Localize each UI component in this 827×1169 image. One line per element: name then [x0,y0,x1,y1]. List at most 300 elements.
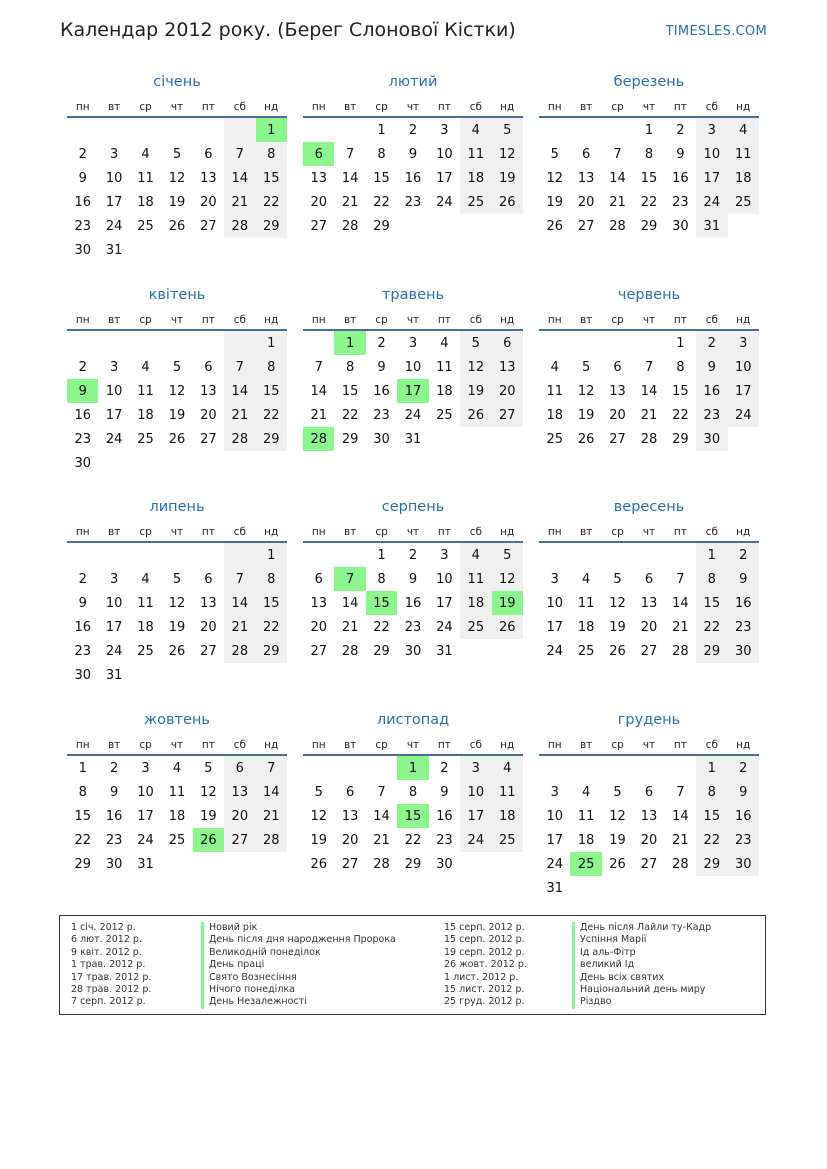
day-cell[interactable]: 8 [78,784,87,800]
day-cell[interactable]: 20 [609,407,626,423]
day-cell[interactable]: 26 [168,643,186,659]
day-cell[interactable]: 7 [613,146,622,162]
day-cell[interactable]: 18 [168,808,186,824]
day-cell[interactable]: 8 [345,359,355,375]
day-cell[interactable]: 19 [200,808,217,824]
day-cell[interactable]: 28 [224,427,255,451]
day-cell[interactable]: 13 [640,808,658,824]
day-cell[interactable]: 6 [224,756,255,780]
day-cell[interactable]: 17 [105,407,123,423]
day-cell[interactable]: 29 [373,218,390,234]
day-cell[interactable]: 26 [609,856,626,872]
day-cell[interactable]: 29 [256,214,287,238]
day-cell[interactable]: 7 [224,142,255,166]
day-cell[interactable]: 10 [696,142,727,166]
day-cell[interactable]: 22 [256,403,287,427]
day-cell[interactable]: 9 [676,146,685,162]
day-cell[interactable]: 21 [672,619,689,635]
day-cell[interactable]: 1 [397,756,428,780]
day-cell[interactable]: 25 [137,218,154,234]
day-cell[interactable]: 28 [224,214,255,238]
day-cell[interactable]: 12 [168,595,186,611]
day-cell[interactable]: 29 [404,856,422,872]
day-cell[interactable]: 23 [728,828,759,852]
day-cell[interactable]: 28 [224,639,255,663]
day-cell[interactable]: 1 [676,335,685,351]
day-cell[interactable]: 27 [640,643,658,659]
day-cell[interactable]: 25 [577,643,595,659]
day-cell[interactable]: 13 [200,383,217,399]
day-cell[interactable]: 23 [672,194,689,210]
day-cell[interactable]: 21 [224,190,255,214]
day-cell[interactable]: 2 [676,122,685,138]
day-cell[interactable]: 27 [224,828,255,852]
day-cell[interactable]: 1 [256,543,287,567]
day-cell[interactable]: 8 [256,142,287,166]
day-cell[interactable]: 16 [696,379,727,403]
day-cell[interactable]: 23 [696,403,727,427]
day-cell[interactable]: 5 [492,543,523,567]
day-cell[interactable]: 11 [577,595,595,611]
day-cell[interactable]: 19 [492,166,523,190]
day-cell[interactable]: 5 [172,359,182,375]
day-cell[interactable]: 6 [314,571,323,587]
day-cell[interactable]: 24 [105,643,123,659]
day-cell[interactable]: 30 [728,639,759,663]
day-cell[interactable]: 4 [550,359,559,375]
day-cell[interactable]: 25 [546,431,563,447]
day-cell[interactable]: 5 [613,784,622,800]
day-cell[interactable]: 9 [408,571,418,587]
day-cell[interactable]: 13 [492,355,523,379]
day-cell[interactable]: 27 [609,431,626,447]
day-cell[interactable]: 25 [137,643,154,659]
day-cell[interactable]: 31 [546,880,563,896]
day-cell[interactable]: 2 [696,331,727,355]
day-cell[interactable]: 16 [373,383,390,399]
day-cell[interactable]: 19 [168,194,186,210]
day-cell[interactable]: 26 [193,828,224,852]
day-cell[interactable]: 6 [204,359,213,375]
day-cell[interactable]: 14 [640,383,658,399]
day-cell[interactable]: 20 [310,194,327,210]
day-cell[interactable]: 18 [577,832,595,848]
day-cell[interactable]: 7 [644,359,654,375]
day-cell[interactable]: 14 [373,808,390,824]
day-cell[interactable]: 20 [310,619,327,635]
day-cell[interactable]: 28 [672,856,689,872]
day-cell[interactable]: 31 [436,643,453,659]
day-cell[interactable]: 13 [200,595,217,611]
day-cell[interactable]: 7 [224,355,255,379]
day-cell[interactable]: 14 [224,379,255,403]
day-cell[interactable]: 7 [256,756,287,780]
day-cell[interactable]: 27 [200,431,217,447]
day-cell[interactable]: 23 [436,832,453,848]
day-cell[interactable]: 15 [397,804,428,828]
day-cell[interactable]: 3 [109,359,119,375]
day-cell[interactable]: 8 [256,567,287,591]
day-cell[interactable]: 27 [200,218,217,234]
day-cell[interactable]: 8 [676,359,685,375]
day-cell[interactable]: 29 [640,218,658,234]
day-cell[interactable]: 21 [224,615,255,639]
day-cell[interactable]: 15 [672,383,689,399]
day-cell[interactable]: 26 [609,643,626,659]
day-cell[interactable]: 20 [200,194,217,210]
day-cell[interactable]: 15 [640,170,658,186]
day-cell[interactable]: 18 [137,407,154,423]
day-cell[interactable]: 19 [168,619,186,635]
day-cell[interactable]: 30 [404,643,422,659]
day-cell[interactable]: 11 [436,359,453,375]
day-cell[interactable]: 17 [546,832,563,848]
day-cell[interactable]: 3 [440,547,449,563]
day-cell[interactable]: 5 [172,571,182,587]
day-cell[interactable]: 4 [460,118,491,142]
day-cell[interactable]: 30 [105,856,123,872]
day-cell[interactable]: 13 [224,780,255,804]
day-cell[interactable]: 2 [408,547,418,563]
day-cell[interactable]: 8 [408,784,418,800]
day-cell[interactable]: 21 [373,832,390,848]
day-cell[interactable]: 10 [546,595,563,611]
day-cell[interactable]: 26 [546,218,563,234]
day-cell[interactable]: 18 [436,383,453,399]
day-cell[interactable]: 5 [550,146,559,162]
day-cell[interactable]: 29 [672,431,689,447]
day-cell[interactable]: 31 [137,856,154,872]
day-cell[interactable]: 27 [200,643,217,659]
day-cell[interactable]: 13 [577,170,595,186]
day-cell[interactable]: 23 [74,218,91,234]
day-cell[interactable]: 20 [341,832,359,848]
day-cell[interactable]: 28 [303,427,334,451]
day-cell[interactable]: 24 [105,431,123,447]
day-cell[interactable]: 28 [609,218,626,234]
day-cell[interactable]: 16 [74,407,91,423]
day-cell[interactable]: 26 [577,431,595,447]
day-cell[interactable]: 22 [696,828,727,852]
day-cell[interactable]: 16 [74,194,91,210]
day-cell[interactable]: 21 [672,832,689,848]
day-cell[interactable]: 16 [105,808,123,824]
day-cell[interactable]: 17 [105,619,123,635]
day-cell[interactable]: 12 [168,383,186,399]
day-cell[interactable]: 29 [696,852,727,876]
day-cell[interactable]: 10 [546,808,563,824]
day-cell[interactable]: 19 [609,832,626,848]
day-cell[interactable]: 14 [672,595,689,611]
day-cell[interactable]: 16 [672,170,689,186]
day-cell[interactable]: 28 [341,218,359,234]
day-cell[interactable]: 15 [366,591,397,615]
day-cell[interactable]: 9 [728,567,759,591]
day-cell[interactable]: 24 [696,190,727,214]
day-cell[interactable]: 15 [256,379,287,403]
day-cell[interactable]: 12 [460,355,491,379]
day-cell[interactable]: 5 [581,359,591,375]
day-cell[interactable]: 2 [78,571,87,587]
day-cell[interactable]: 17 [397,379,428,403]
day-cell[interactable]: 26 [492,190,523,214]
day-cell[interactable]: 24 [546,856,563,872]
day-cell[interactable]: 22 [373,194,390,210]
day-cell[interactable]: 13 [640,595,658,611]
day-cell[interactable]: 29 [373,643,390,659]
day-cell[interactable]: 1 [377,122,386,138]
day-cell[interactable]: 20 [200,619,217,635]
brand-logo[interactable]: TIMESLES.COM [665,24,767,39]
day-cell[interactable]: 8 [377,571,386,587]
day-cell[interactable]: 25 [728,190,759,214]
day-cell[interactable]: 19 [310,832,327,848]
day-cell[interactable]: 18 [546,407,563,423]
day-cell[interactable]: 11 [728,142,759,166]
day-cell[interactable]: 18 [460,591,491,615]
day-cell[interactable]: 30 [74,455,91,471]
day-cell[interactable]: 6 [644,784,654,800]
day-cell[interactable]: 10 [460,780,491,804]
day-cell[interactable]: 3 [109,571,119,587]
day-cell[interactable]: 28 [640,431,658,447]
day-cell[interactable]: 12 [200,784,217,800]
day-cell[interactable]: 7 [676,571,685,587]
day-cell[interactable]: 2 [728,756,759,780]
day-cell[interactable]: 29 [256,639,287,663]
day-cell[interactable]: 1 [644,122,654,138]
day-cell[interactable]: 4 [440,335,449,351]
day-cell[interactable]: 24 [460,828,491,852]
day-cell[interactable]: 12 [168,170,186,186]
day-cell[interactable]: 10 [105,383,123,399]
day-cell[interactable]: 10 [436,146,453,162]
day-cell[interactable]: 20 [200,407,217,423]
day-cell[interactable]: 21 [640,407,658,423]
day-cell[interactable]: 6 [204,571,213,587]
day-cell[interactable]: 27 [310,643,327,659]
day-cell[interactable]: 27 [577,218,595,234]
day-cell[interactable]: 30 [672,218,689,234]
day-cell[interactable]: 26 [460,403,491,427]
day-cell[interactable]: 16 [404,170,422,186]
day-cell[interactable]: 12 [492,142,523,166]
day-cell[interactable]: 9 [377,359,386,375]
day-cell[interactable]: 23 [105,832,123,848]
day-cell[interactable]: 17 [436,170,453,186]
day-cell[interactable]: 29 [256,427,287,451]
day-cell[interactable]: 1 [696,543,727,567]
day-cell[interactable]: 15 [256,591,287,615]
day-cell[interactable]: 20 [640,832,658,848]
day-cell[interactable]: 5 [613,571,622,587]
day-cell[interactable]: 12 [609,595,626,611]
day-cell[interactable]: 24 [546,643,563,659]
day-cell[interactable]: 13 [200,170,217,186]
day-cell[interactable]: 15 [373,170,390,186]
day-cell[interactable]: 9 [440,784,449,800]
day-cell[interactable]: 1 [78,760,87,776]
day-cell[interactable]: 14 [609,170,626,186]
day-cell[interactable]: 7 [377,784,386,800]
day-cell[interactable]: 9 [67,379,98,403]
day-cell[interactable]: 15 [696,804,727,828]
day-cell[interactable]: 17 [105,194,123,210]
day-cell[interactable]: 18 [137,194,154,210]
day-cell[interactable]: 3 [440,122,449,138]
day-cell[interactable]: 3 [460,756,491,780]
day-cell[interactable]: 26 [168,431,186,447]
day-cell[interactable]: 23 [404,619,422,635]
day-cell[interactable]: 6 [492,331,523,355]
day-cell[interactable]: 25 [570,852,601,876]
day-cell[interactable]: 17 [546,619,563,635]
day-cell[interactable]: 22 [640,194,658,210]
day-cell[interactable]: 14 [224,591,255,615]
day-cell[interactable]: 5 [314,784,323,800]
day-cell[interactable]: 8 [696,780,727,804]
day-cell[interactable]: 27 [640,856,658,872]
day-cell[interactable]: 15 [341,383,359,399]
day-cell[interactable]: 8 [644,146,654,162]
day-cell[interactable]: 6 [204,146,213,162]
day-cell[interactable]: 2 [377,335,386,351]
day-cell[interactable]: 10 [728,355,759,379]
day-cell[interactable]: 3 [728,331,759,355]
day-cell[interactable]: 22 [672,407,689,423]
day-cell[interactable]: 14 [341,595,359,611]
day-cell[interactable]: 14 [310,383,327,399]
day-cell[interactable]: 29 [74,856,91,872]
day-cell[interactable]: 13 [310,595,327,611]
day-cell[interactable]: 11 [460,142,491,166]
day-cell[interactable]: 22 [341,407,359,423]
day-cell[interactable]: 22 [373,619,390,635]
day-cell[interactable]: 1 [334,331,365,355]
day-cell[interactable]: 18 [492,804,523,828]
day-cell[interactable]: 24 [436,619,453,635]
day-cell[interactable]: 9 [78,170,87,186]
day-cell[interactable]: 18 [577,619,595,635]
day-cell[interactable]: 25 [460,190,491,214]
day-cell[interactable]: 20 [492,379,523,403]
day-cell[interactable]: 25 [436,407,453,423]
day-cell[interactable]: 25 [492,828,523,852]
day-cell[interactable]: 28 [373,856,390,872]
day-cell[interactable]: 15 [696,591,727,615]
day-cell[interactable]: 30 [74,667,91,683]
day-cell[interactable]: 30 [74,242,91,258]
day-cell[interactable]: 22 [256,190,287,214]
day-cell[interactable]: 9 [109,784,119,800]
day-cell[interactable]: 4 [581,784,591,800]
day-cell[interactable]: 30 [728,852,759,876]
day-cell[interactable]: 15 [256,166,287,190]
day-cell[interactable]: 9 [408,146,418,162]
day-cell[interactable]: 11 [137,383,154,399]
day-cell[interactable]: 24 [436,194,453,210]
day-cell[interactable]: 10 [105,595,123,611]
day-cell[interactable]: 31 [105,242,123,258]
day-cell[interactable]: 21 [310,407,327,423]
day-cell[interactable]: 7 [676,784,685,800]
day-cell[interactable]: 12 [310,808,327,824]
day-cell[interactable]: 31 [404,431,422,447]
day-cell[interactable]: 19 [460,379,491,403]
day-cell[interactable]: 21 [341,619,359,635]
day-cell[interactable]: 7 [314,359,323,375]
day-cell[interactable]: 13 [341,808,359,824]
day-cell[interactable]: 19 [492,591,523,615]
day-cell[interactable]: 14 [224,166,255,190]
day-cell[interactable]: 26 [492,615,523,639]
day-cell[interactable]: 9 [78,595,87,611]
day-cell[interactable]: 28 [672,643,689,659]
day-cell[interactable]: 25 [460,615,491,639]
day-cell[interactable]: 2 [78,359,87,375]
day-cell[interactable]: 3 [550,571,559,587]
day-cell[interactable]: 30 [373,431,390,447]
day-cell[interactable]: 5 [172,146,182,162]
day-cell[interactable]: 16 [404,595,422,611]
day-cell[interactable]: 6 [581,146,591,162]
day-cell[interactable]: 24 [137,832,154,848]
day-cell[interactable]: 3 [141,760,150,776]
day-cell[interactable]: 12 [577,383,595,399]
day-cell[interactable]: 2 [109,760,119,776]
day-cell[interactable]: 10 [436,571,453,587]
day-cell[interactable]: 11 [137,595,154,611]
day-cell[interactable]: 17 [137,808,154,824]
day-cell[interactable]: 27 [492,403,523,427]
day-cell[interactable]: 20 [577,194,595,210]
day-cell[interactable]: 17 [460,804,491,828]
day-cell[interactable]: 24 [404,407,422,423]
day-cell[interactable]: 21 [256,804,287,828]
day-cell[interactable]: 22 [696,615,727,639]
day-cell[interactable]: 14 [256,780,287,804]
day-cell[interactable]: 4 [141,571,150,587]
day-cell[interactable]: 24 [105,218,123,234]
day-cell[interactable]: 4 [460,543,491,567]
day-cell[interactable]: 3 [109,146,119,162]
day-cell[interactable]: 17 [436,595,453,611]
day-cell[interactable]: 27 [310,218,327,234]
day-cell[interactable]: 10 [404,359,422,375]
day-cell[interactable]: 24 [728,403,759,427]
day-cell[interactable]: 1 [377,547,386,563]
day-cell[interactable]: 20 [640,619,658,635]
day-cell[interactable]: 26 [310,856,327,872]
day-cell[interactable]: 16 [74,619,91,635]
day-cell[interactable]: 6 [345,784,355,800]
day-cell[interactable]: 11 [137,170,154,186]
day-cell[interactable]: 12 [492,567,523,591]
day-cell[interactable]: 19 [168,407,186,423]
day-cell[interactable]: 13 [310,170,327,186]
day-cell[interactable]: 16 [436,808,453,824]
day-cell[interactable]: 2 [408,122,418,138]
day-cell[interactable]: 11 [168,784,186,800]
day-cell[interactable]: 7 [334,567,365,591]
day-cell[interactable]: 8 [696,567,727,591]
day-cell[interactable]: 15 [74,808,91,824]
day-cell[interactable]: 1 [256,331,287,355]
day-cell[interactable]: 26 [168,218,186,234]
day-cell[interactable]: 10 [105,170,123,186]
day-cell[interactable]: 2 [440,760,449,776]
day-cell[interactable]: 4 [172,760,182,776]
